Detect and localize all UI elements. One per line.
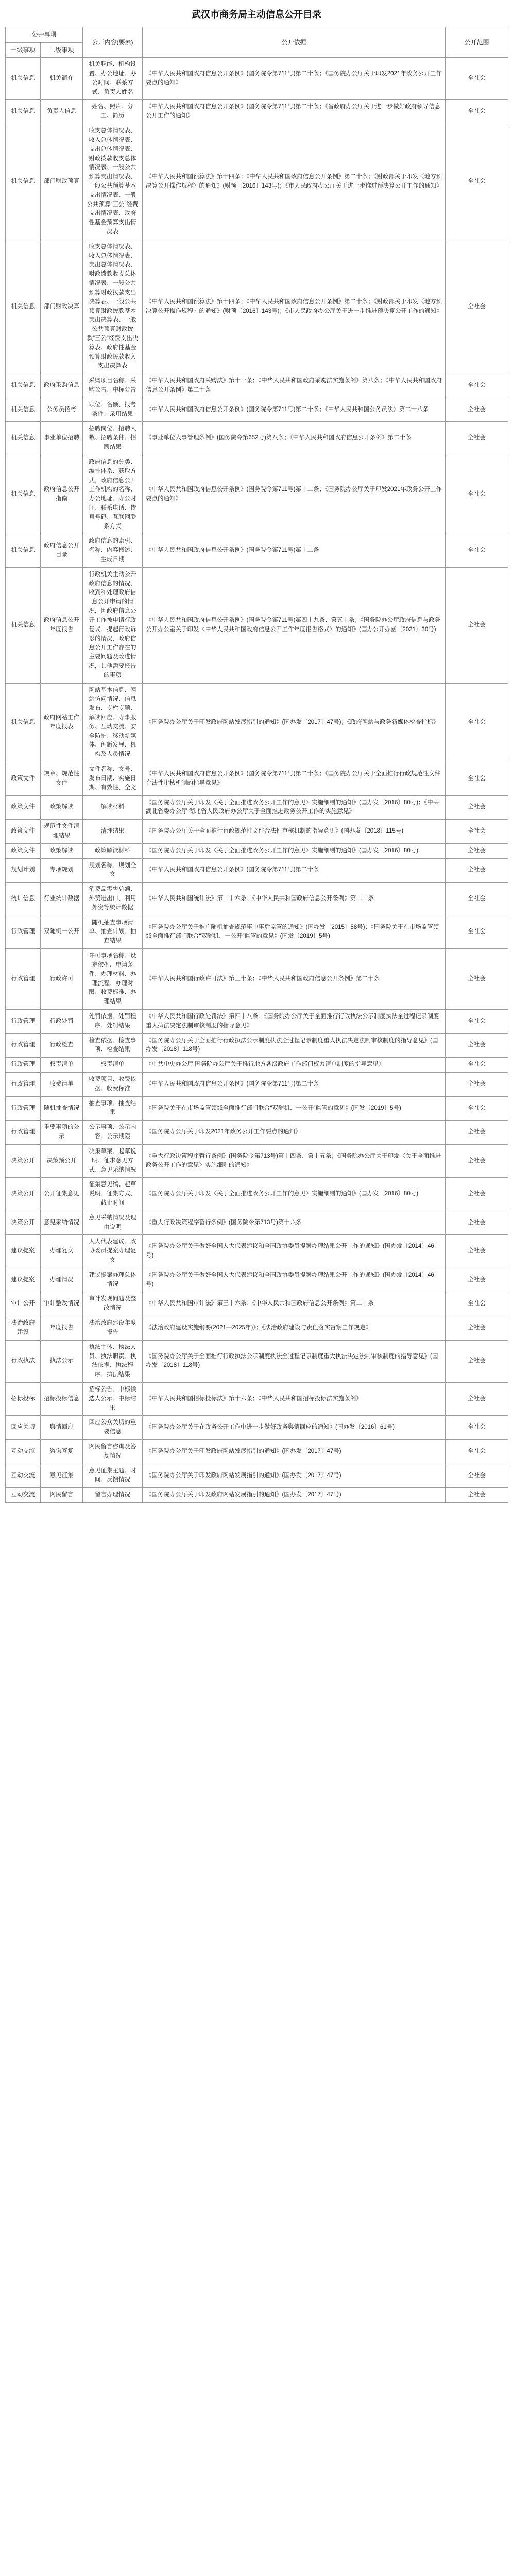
cell-scope: 全社会 (446, 58, 508, 100)
cell-content: 机关职能、机构设置、办公地址、办公时间、联系方式、负责人姓名 (83, 58, 143, 100)
cell-scope: 全社会 (446, 883, 508, 916)
cell-content: 行政机关主动公开政府信息的情况，收到和处理政府信息公开申请的情况，因政府信息公开工作被申请行政复议、提起行政诉讼的情况，政府信息公开工作存在的主要问题及改进情况，其他需要报告的事项 (83, 567, 143, 683)
table-row (6, 100, 508, 124)
cell-level2: 权责清单 (41, 1058, 83, 1073)
cell-content: 处罚依据、处罚程序、处罚结果 (83, 1009, 143, 1033)
cell-scope: 全社会 (446, 455, 508, 534)
cell-content: 政府信息的分类、编排体系、获取方式，政府信息公开工作机构的名称、办公地址、办公时间、联系电话、传真号码、互联网联系方式 (83, 455, 143, 534)
cell-level1: 互动交流 (6, 1488, 41, 1503)
table-row (6, 455, 508, 534)
table-row (6, 843, 508, 858)
cell-content: 清理结果 (83, 820, 143, 844)
cell-level1: 行政管理 (6, 1033, 41, 1058)
cell-level2: 行业统计数据 (41, 883, 83, 916)
table-row (6, 1144, 508, 1177)
cell-content: 审计发现问题及整改情况 (83, 1292, 143, 1316)
cell-scope: 全社会 (446, 1340, 508, 1382)
cell-scope: 全社会 (446, 1009, 508, 1033)
table-row (6, 1009, 508, 1033)
cell-basis: 《国务院办公厅关于在政务公开工作中进一步做好政务舆情回应的通知》(国办发〔2016〕61号) (143, 1416, 446, 1440)
cell-level2: 收费清单 (41, 1073, 83, 1097)
cell-level2: 政府采购信息 (41, 374, 83, 398)
page (5, 0, 508, 1508)
cell-basis: 《中华人民共和国政府信息公开条例》(国务院令第711号)第二十条 (143, 1073, 446, 1097)
cell-content: 执法主体、执法人员、执法职责、执法依据、执法程序、执法结果 (83, 1340, 143, 1382)
cell-basis: 《中共中央办公厅 国务院办公厅关于推行地方各级政府工作部门权力清单制度的指导意见》 (143, 1058, 446, 1073)
cell-level1: 决策公开 (6, 1178, 41, 1211)
cell-basis: 《中华人民共和国政府信息公开条例》(国务院令第711号)第二十条；《中华人民共和国公务员法》第二十八条 (143, 398, 446, 422)
cell-scope: 全社会 (446, 1144, 508, 1177)
cell-content: 决策草案、起草说明、征求意见方式、意见采纳情况 (83, 1144, 143, 1177)
cell-content: 收支总体情况表、收入总体情况表、支出总体情况表、财政拨款收支总体情况表、一般公共预算支出情况表、一般公共预算基本支出情况表、一般公共预算“三公”经费支出情况表、政府性基金预算支出情况表 (83, 124, 143, 240)
cell-level1: 行政管理 (6, 1073, 41, 1097)
cell-basis: 《中华人民共和国预算法》第十四条；《中华人民共和国政府信息公开条例》第二十条；《财政部关于印发〈地方预决算公开操作规程〉的通知》(财预〔2016〕143号)；《市人民政府办公厅关于进一步推进预决算公开工作的通知》 (143, 240, 446, 374)
cell-scope: 全社会 (446, 820, 508, 844)
cell-content: 消费品零售总额、外贸进出口、利用外资等统计数据 (83, 883, 143, 916)
cell-basis: 《中华人民共和国政府信息公开条例》(国务院令第711号)第十二条；《国务院办公厅关于印发2021年政务公开工作要点的通知》 (143, 455, 446, 534)
cell-scope: 全社会 (446, 100, 508, 124)
cell-scope: 全社会 (446, 762, 508, 795)
cell-level1: 行政管理 (6, 949, 41, 1010)
page-title: 武汉市商务局主动信息公开目录 (192, 9, 321, 20)
cell-content: 收费项目、收费依据、收费标准 (83, 1073, 143, 1097)
cell-level1: 统计信息 (6, 883, 41, 916)
cell-level2: 招标投标信息 (41, 1382, 83, 1415)
cell-scope: 全社会 (446, 1178, 508, 1211)
cell-level2: 政策解读 (41, 843, 83, 858)
cell-level1: 政策文件 (6, 795, 41, 820)
cell-level1: 行政管理 (6, 1058, 41, 1073)
table-row (6, 1211, 508, 1235)
cell-level2: 政府信息公开年度报告 (41, 567, 83, 683)
cell-basis: 《国务院办公厅关于做好全国人大代表建议和全国政协委员提案办理结果公开工作的通知》(国办发〔2014〕46号) (143, 1268, 446, 1292)
table-body (6, 58, 508, 1503)
cell-level2: 办理复文 (41, 1235, 83, 1268)
cell-basis: 《中华人民共和国政府采购法》第十一条；《中华人民共和国政府采购法实施条例》第八条；《中华人民共和国政府信息公开条例》第二十条 (143, 374, 446, 398)
cell-scope: 全社会 (446, 1121, 508, 1145)
table-row (6, 1096, 508, 1121)
cell-scope: 全社会 (446, 374, 508, 398)
cell-level1: 机关信息 (6, 683, 41, 762)
cell-basis: 《国务院办公厅关于印发〈关于全面推进政务公开工作的意见〉实施细则的通知》(国办发〔2016〕80号) (143, 1178, 446, 1211)
header-row (6, 27, 508, 43)
cell-level2: 决策预公开 (41, 1144, 83, 1177)
table-row (6, 374, 508, 398)
cell-content: 征集意见稿、起草说明、征集方式、截止时间 (83, 1178, 143, 1211)
cell-level2: 机关简介 (41, 58, 83, 100)
cell-level1: 政策文件 (6, 820, 41, 844)
cell-level1: 审计公开 (6, 1292, 41, 1316)
cell-basis: 《国务院办公厅关于全面推行行政执法公示制度执法全过程记录制度重大执法决定法制审核制度的指导意见》(国办发〔2018〕118号) (143, 1340, 446, 1382)
table-row (6, 762, 508, 795)
cell-level1: 行政管理 (6, 1009, 41, 1033)
cell-content: 回应公众关切的重要信息 (83, 1416, 143, 1440)
cell-level2: 意见征集 (41, 1464, 83, 1488)
cell-level2: 规范性文件清理结果 (41, 820, 83, 844)
cell-level1: 机关信息 (6, 567, 41, 683)
cell-level1: 决策公开 (6, 1144, 41, 1177)
cell-scope: 全社会 (446, 1292, 508, 1316)
disclosure-catalog-table (5, 27, 508, 1503)
cell-level1: 行政管理 (6, 1096, 41, 1121)
cell-level1: 行政管理 (6, 1121, 41, 1145)
cell-basis: 《国务院办公厅关于印发政府网站发展指引的通知》(国办发〔2017〕47号)；《政府网站与政务新媒体检查指标》 (143, 683, 446, 762)
cell-level1: 机关信息 (6, 398, 41, 422)
table-row (6, 124, 508, 240)
header-content: 公开内容(要素) (83, 27, 143, 58)
cell-scope: 全社会 (446, 1416, 508, 1440)
cell-content: 随机抽查事项清单、抽查计划、抽查结果 (83, 916, 143, 948)
table-row (6, 858, 508, 883)
table-row (6, 1316, 508, 1341)
cell-scope: 全社会 (446, 683, 508, 762)
header-scope: 公开范围 (446, 27, 508, 58)
table-row (6, 1340, 508, 1382)
cell-level2: 公开征集意见 (41, 1178, 83, 1211)
table-row (6, 1058, 508, 1073)
table-row (6, 820, 508, 844)
cell-content: 许可事项名称、设定依据、申请条件、办理材料、办理流程、办理时限、收费标准、办理结果 (83, 949, 143, 1010)
table-row (6, 1292, 508, 1316)
cell-level1: 法治政府建设 (6, 1316, 41, 1341)
cell-level1: 政策文件 (6, 843, 41, 858)
cell-level2: 执法公示 (41, 1340, 83, 1382)
table-row (6, 58, 508, 100)
cell-level1: 建议提案 (6, 1268, 41, 1292)
cell-basis: 《中华人民共和国政府信息公开条例》(国务院令第711号)第二十条；《省政府办公厅关于进一步做好政府领导信息公开工作的通知》 (143, 100, 446, 124)
cell-content: 政策解读材料 (83, 843, 143, 858)
cell-content: 人大代表建议、政协委员提案办理复文 (83, 1235, 143, 1268)
cell-level1: 机关信息 (6, 374, 41, 398)
table-row (6, 422, 508, 455)
cell-level2: 年度报告 (41, 1316, 83, 1341)
cell-level2: 政府信息公开目录 (41, 534, 83, 567)
cell-basis: 《中华人民共和国政府信息公开条例》(国务院令第711号)第二十条；《国务院办公厅关于全面推行行政规范性文件合法性审核机制的指导意见》 (143, 762, 446, 795)
cell-level2: 政府网站工作年度报表 (41, 683, 83, 762)
cell-level1: 互动交流 (6, 1440, 41, 1464)
cell-scope: 全社会 (446, 1440, 508, 1464)
table-row (6, 1033, 508, 1058)
cell-content: 建议提案办理总体情况 (83, 1268, 143, 1292)
cell-scope: 全社会 (446, 1235, 508, 1268)
cell-level2: 政府信息公开指南 (41, 455, 83, 534)
cell-basis: 《重大行政决策程序暂行条例》(国务院令第713号)第十六条 (143, 1211, 446, 1235)
cell-level2: 公务员招考 (41, 398, 83, 422)
cell-basis: 《中华人民共和国政府信息公开条例》(国务院令第711号)第二十条 (143, 858, 446, 883)
cell-level1: 机关信息 (6, 534, 41, 567)
cell-basis: 《国务院办公厅关于全面推行行政执法公示制度执法全过程记录制度重大执法决定法制审核制度的指导意见》(国办发〔2018〕118号) (143, 1033, 446, 1058)
cell-content: 姓名、照片、分工、简历 (83, 100, 143, 124)
cell-scope: 全社会 (446, 843, 508, 858)
cell-scope: 全社会 (446, 949, 508, 1010)
cell-basis: 《中华人民共和国审计法》第三十六条；《中华人民共和国政府信息公开条例》第二十条 (143, 1292, 446, 1316)
cell-scope: 全社会 (446, 1058, 508, 1073)
cell-level2: 行政检查 (41, 1033, 83, 1058)
cell-scope: 全社会 (446, 1464, 508, 1488)
cell-scope: 全社会 (446, 1073, 508, 1097)
cell-scope: 全社会 (446, 422, 508, 455)
cell-basis: 《国务院办公厅关于印发〈关于全面推进政务公开工作的意见〉实施细则的通知》(国办发〔2016〕80号) (143, 843, 446, 858)
cell-level1: 机关信息 (6, 58, 41, 100)
cell-level1: 决策公开 (6, 1211, 41, 1235)
cell-scope: 全社会 (446, 240, 508, 374)
cell-scope: 全社会 (446, 124, 508, 240)
cell-level2: 随机抽查情况 (41, 1096, 83, 1121)
table-row (6, 916, 508, 948)
cell-level1: 机关信息 (6, 124, 41, 240)
cell-content: 检查依据、检查事项、检查结果 (83, 1033, 143, 1058)
cell-scope: 全社会 (446, 916, 508, 948)
cell-basis: 《中华人民共和国招标投标法》第十六条；《中华人民共和国招标投标法实施条例》 (143, 1382, 446, 1415)
header-level1: 一级事项 (6, 42, 41, 58)
cell-scope: 全社会 (446, 795, 508, 820)
cell-basis: 《中华人民共和国统计法》第二十六条；《中华人民共和国政府信息公开条例》第二十条 (143, 883, 446, 916)
cell-basis: 《事业单位人事管理条例》(国务院令第652号)第八条；《中华人民共和国政府信息公开条例》第二十条 (143, 422, 446, 455)
table-row (6, 1464, 508, 1488)
cell-basis: 《国务院办公厅关于印发政府网站发展指引的通知》(国办发〔2017〕47号) (143, 1488, 446, 1503)
cell-level1: 机关信息 (6, 455, 41, 534)
table-row (6, 534, 508, 567)
cell-basis: 《中华人民共和国政府信息公开条例》(国务院令第711号)第十二条 (143, 534, 446, 567)
cell-basis: 《国务院办公厅关于印发〈关于全面推进政务公开工作的意见〉实施细则的通知》(国办发〔2016〕80号)；《中共湖北省委办公厅 湖北省人民政府办公厅关于全面推进政务公开工作的实施意见》 (143, 795, 446, 820)
header-category: 公开事项 (6, 27, 83, 43)
cell-level2: 政策解读 (41, 795, 83, 820)
cell-content: 招聘岗位、招聘人数、招聘条件、招聘结果 (83, 422, 143, 455)
cell-level1: 机关信息 (6, 240, 41, 374)
cell-level1: 机关信息 (6, 100, 41, 124)
table-row (6, 683, 508, 762)
cell-basis: 《中华人民共和国行政处罚法》第四十八条；《国务院办公厅关于全面推行行政执法公示制度执法全过程记录制度重大执法决定法制审核制度的指导意见》 (143, 1009, 446, 1033)
table-row (6, 1382, 508, 1415)
table-row (6, 1121, 508, 1145)
table-row (6, 1488, 508, 1503)
cell-level2: 事业单位招聘 (41, 422, 83, 455)
header-level2: 二级事项 (41, 42, 83, 58)
cell-level1: 回应关切 (6, 1416, 41, 1440)
cell-scope: 全社会 (446, 1096, 508, 1121)
table-row (6, 1235, 508, 1268)
cell-content: 网站基本信息、网站访问情况、信息发布、专栏专题、解读回应、办事服务、互动交流、安全防护、移动新媒体、创新发展、机构及人员情况 (83, 683, 143, 762)
cell-content: 采购项目名称、采购公告、中标公告 (83, 374, 143, 398)
table-row (6, 240, 508, 374)
cell-level2: 审计整改情况 (41, 1292, 83, 1316)
cell-content: 留言办理情况 (83, 1488, 143, 1503)
cell-scope: 全社会 (446, 1033, 508, 1058)
cell-level2: 重要事项的公示 (41, 1121, 83, 1145)
cell-basis: 《中华人民共和国政府信息公开条例》(国务院令第711号)第二十条；《国务院办公厅关于印发2021年政务公开工作要点的通知》 (143, 58, 446, 100)
cell-basis: 《国务院办公厅关于做好全国人大代表建议和全国政协委员提案办理结果公开工作的通知》(国办发〔2014〕46号) (143, 1235, 446, 1268)
cell-basis: 《国务院关于在市场监管领域全面推行部门联合“双随机、一公开”监管的意见》(国发〔2019〕5号) (143, 1096, 446, 1121)
cell-level1: 机关信息 (6, 422, 41, 455)
table-row (6, 795, 508, 820)
cell-basis: 《国务院办公厅关于印发政府网站发展指引的通知》(国办发〔2017〕47号) (143, 1440, 446, 1464)
cell-content: 政府信息的索引、名称、内容概述、生成日期 (83, 534, 143, 567)
header-basis: 公开依据 (143, 27, 446, 58)
cell-level2: 规章、规范性文件 (41, 762, 83, 795)
cell-content: 网民留言咨询及答复情况 (83, 1440, 143, 1464)
cell-scope: 全社会 (446, 567, 508, 683)
cell-content: 权责清单 (83, 1058, 143, 1073)
table-row (6, 1416, 508, 1440)
cell-content: 职位、名额、报考条件、录用结果 (83, 398, 143, 422)
cell-level2: 行政处罚 (41, 1009, 83, 1033)
cell-basis: 《国务院办公厅关于印发2021年政务公开工作要点的通知》 (143, 1121, 446, 1145)
table-row (6, 1073, 508, 1097)
cell-scope: 全社会 (446, 1316, 508, 1341)
cell-content: 文件名称、文号、发布日期、实施日期、有效性、全文 (83, 762, 143, 795)
cell-level2: 负责人信息 (41, 100, 83, 124)
cell-content: 招标公告、中标候选人公示、中标结果 (83, 1382, 143, 1415)
cell-content: 规划名称、规划全文 (83, 858, 143, 883)
cell-scope: 全社会 (446, 858, 508, 883)
cell-level2: 意见采纳情况 (41, 1211, 83, 1235)
cell-basis: 《国务院办公厅关于推广随机抽查规范事中事后监管的通知》(国办发〔2015〕58号)；《国务院关于在市场监管领域全面推行部门联合“双随机、一公开”监管的意见》(国发〔2019〕5号) (143, 916, 446, 948)
cell-level1: 招标投标 (6, 1382, 41, 1415)
cell-level2: 部门财政决算 (41, 240, 83, 374)
cell-level2: 办理情况 (41, 1268, 83, 1292)
cell-level2: 网民留言 (41, 1488, 83, 1503)
cell-basis: 《中华人民共和国政府信息公开条例》(国务院令第711号)第四十九条、第五十条；《国务院办公厅政府信息与政务公开办公室关于印发〈中华人民共和国政府信息公开工作年度报告格式〉的通知》(国办公开办函〔2021〕30号) (143, 567, 446, 683)
cell-scope: 全社会 (446, 1488, 508, 1503)
cell-level2: 部门财政预算 (41, 124, 83, 240)
table-row (6, 1178, 508, 1211)
cell-content: 收支总体情况表、收入总体情况表、支出总体情况表、财政拨款收支总体情况表、一般公共预算财政拨款支出决算表、一般公共预算财政拨款基本支出决算表、一般公共预算财政拨款“三公”经费支出决算表、政府性基金预算财政拨款收入支出决算表 (83, 240, 143, 374)
cell-content: 法治政府建设年度报告 (83, 1316, 143, 1341)
cell-content: 公示事项、公示内容、公示期限 (83, 1121, 143, 1145)
cell-content: 意见采纳情况及理由说明 (83, 1211, 143, 1235)
cell-level1: 互动交流 (6, 1464, 41, 1488)
table-row (6, 883, 508, 916)
table-row (6, 398, 508, 422)
cell-basis: 《重大行政决策程序暂行条例》(国务院令第713号)第十四条、第十五条；《国务院办公厅关于印发〈关于全面推进政务公开工作的意见〉实施细则的通知》 (143, 1144, 446, 1177)
cell-content: 解读材料 (83, 795, 143, 820)
cell-level2: 双随机一公开 (41, 916, 83, 948)
cell-level2: 咨询答复 (41, 1440, 83, 1464)
cell-basis: 《中华人民共和国预算法》第十四条；《中华人民共和国政府信息公开条例》第二十条；《财政部关于印发〈地方预决算公开操作规程〉的通知》(财预〔2016〕143号)；《市人民政府办公厅关于进一步推进预决算公开工作的通知》 (143, 124, 446, 240)
cell-level2: 舆情回应 (41, 1416, 83, 1440)
cell-basis: 《国务院办公厅关于印发政府网站发展指引的通知》(国办发〔2017〕47号) (143, 1464, 446, 1488)
table-row (6, 949, 508, 1010)
table-row (6, 567, 508, 683)
cell-scope: 全社会 (446, 1382, 508, 1415)
cell-level1: 行政管理 (6, 916, 41, 948)
cell-scope: 全社会 (446, 534, 508, 567)
cell-level1: 政策文件 (6, 762, 41, 795)
cell-level2: 专项规划 (41, 858, 83, 883)
cell-basis: 《法治政府建设实施纲要(2021—2025年)》；《法治政府建设与责任落实督察工作规定》 (143, 1316, 446, 1341)
cell-level1: 规划计划 (6, 858, 41, 883)
cell-level2: 行政许可 (41, 949, 83, 1010)
cell-content: 意见征集主题、时间、反馈情况 (83, 1464, 143, 1488)
cell-level1: 建议提案 (6, 1235, 41, 1268)
table-row (6, 1268, 508, 1292)
cell-level1: 行政执法 (6, 1340, 41, 1382)
cell-scope: 全社会 (446, 398, 508, 422)
cell-basis: 《中华人民共和国行政许可法》第三十条；《中华人民共和国政府信息公开条例》第二十条 (143, 949, 446, 1010)
cell-scope: 全社会 (446, 1268, 508, 1292)
cell-scope: 全社会 (446, 1211, 508, 1235)
cell-content: 抽查事项、抽查结果 (83, 1096, 143, 1121)
cell-basis: 《国务院办公厅关于全面推行行政规范性文件合法性审核机制的指导意见》(国办发〔2018〕115号) (143, 820, 446, 844)
table-row (6, 1440, 508, 1464)
